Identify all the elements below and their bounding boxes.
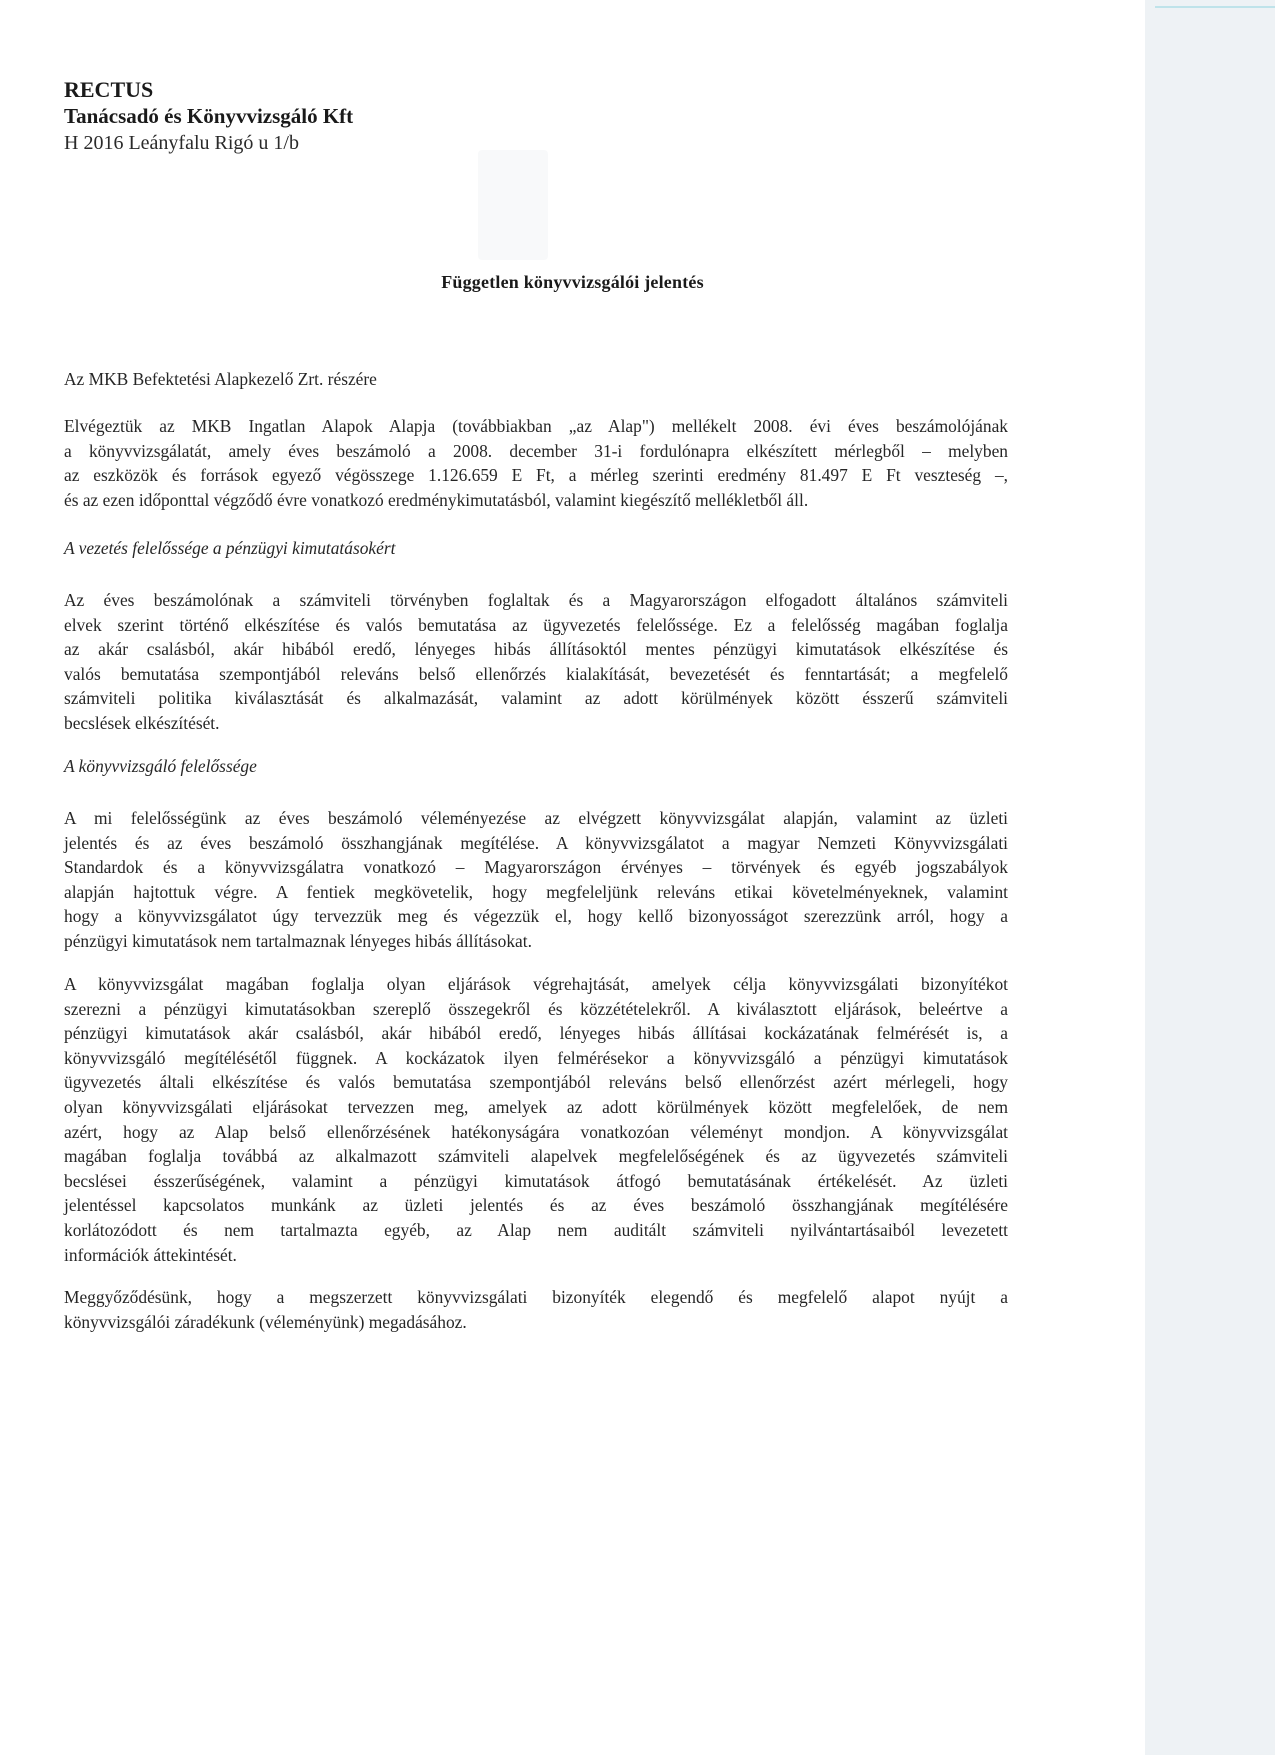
paragraph-line: Standardok és a könyvvizsgálatra vonatkozó – Magyarországon érvényes – törvények és egyéb jogszabályok	[64, 857, 1008, 878]
intro-line: az eszközök és források egyező végösszege 1.126.659 E Ft, a mérleg szerinti eredmény 81.497 E Ft veszteség –,	[64, 465, 1008, 486]
company-name: RECTUS	[64, 77, 154, 102]
paragraph-line: könyvvizsgáló megítélésétől függnek. A kockázatok ilyen felmérésekor a könyvvizsgáló a pénzügyi kimutatások	[64, 1047, 1008, 1068]
auditor-paragraph-2	[64, 972, 1008, 1267]
paragraph-line: Az éves beszámolónak a számviteli törvényben foglaltak és a Magyarországon elfogadott általános számviteli	[64, 590, 1008, 610]
paragraph-line: jelentés és az éves beszámoló összhangjának megítélése. A könyvvizsgálatot a magyar Nemzeti Könyvvizsgálati	[64, 832, 1008, 853]
paragraph-line: pénzügyi kimutatások akár csalásból, akár hibából eredő, lényeges hibás állításai kockázatának felmérését is, a	[64, 1023, 1008, 1044]
document-title: Független könyvvizsgálói jelentés	[441, 272, 704, 292]
addressee	[64, 367, 1008, 392]
paragraph-line: A könyvvizsgálat magában foglalja olyan eljárások végrehajtását, amelyek célja könyvvizsgálati bizonyítékot	[64, 974, 1008, 994]
paragraph-line: könyvvizsgálói záradékunk (véleményünk) megadásához.	[64, 1311, 467, 1332]
intro-line: a könyvvizsgálatát, amely éves beszámoló a 2008. december 31-i fordulónapra elkészített mérlegből – melyben	[64, 440, 1008, 461]
paragraph-line: információk áttekintését.	[64, 1244, 237, 1265]
paragraph-line: hogy a könyvvizsgálatot úgy tervezzük meg és végezzük el, hogy kellő bizonyosságot szerezzünk arról, hogy a	[64, 906, 1008, 927]
paragraph-line: ügyvezetés általi elkészítése és valós bemutatása szempontjából releváns belső ellenőrzést azért mérlegeli, hogy	[64, 1072, 1008, 1093]
company-subtitle: Tanácsadó és Könyvvizsgáló Kft	[64, 104, 354, 128]
paragraph-line: pénzügyi kimutatások nem tartalmaznak lényeges hibás állításokat.	[64, 930, 532, 951]
auditor-paragraph-3	[64, 1285, 1008, 1334]
paragraph-line: alapján hajtottuk végre. A fentiek megkövetelik, hogy megfeleljünk releváns etikai követelményeknek, valamint	[64, 881, 1008, 902]
auditor-paragraph-1	[64, 806, 1008, 954]
faint-watermark	[478, 150, 548, 260]
paragraph-line: becslések elkészítését.	[64, 712, 220, 733]
intro-line: Elvégeztük az MKB Ingatlan Alapok Alapja (továbbiakban „az Alap") mellékelt 2008. évi éves beszámolójának	[64, 416, 1008, 436]
paragraph-line: olyan könyvvizsgálati eljárásokat tervezzen meg, amelyek az adott körülmények között megfelelőek, de nem	[64, 1096, 1008, 1117]
paragraph-line: elvek szerint történő elkészítése és valós bemutatása az ügyvezetés felelőssége. Ez a felelősség magában foglalja	[64, 614, 1008, 635]
paragraph-line: számviteli politika kiválasztását és alkalmazását, valamint az adott körülmények között ésszerű számviteli	[64, 688, 1008, 709]
scan-margin	[1145, 0, 1275, 1755]
section-heading-auditor: A könyvvizsgáló felelőssége	[64, 756, 257, 776]
intro-line: és az ezen időponttal végződő évre vonatkozó eredménykimutatásból, valamint kiegészítő mellékletből áll.	[64, 489, 809, 510]
paragraph-line: valós bemutatása szempontjából releváns belső ellenőrzés kialakítását, bevezetését és fenntartását; a megfelelő	[64, 663, 1008, 684]
intro-paragraph	[64, 414, 1008, 512]
paragraph-line: jelentéssel kapcsolatos munkánk az üzleti jelentés és az éves beszámoló összhangjának megítélésére	[64, 1195, 1008, 1216]
section-heading-management: A vezetés felelőssége a pénzügyi kimutatásokért	[64, 538, 396, 558]
scan-edge-line	[1155, 6, 1275, 8]
paragraph-line: az akár csalásból, akár hibából eredő, lényeges hibás állításoktól mentes pénzügyi kimutatások elkészítése és	[64, 639, 1008, 660]
paragraph-line: korlátozódott és nem tartalmazta egyéb, az Alap nem auditált számviteli nyilvántartásaiból levezetett	[64, 1219, 1008, 1240]
paragraph-line: becslései ésszerűségének, valamint a pénzügyi kimutatások átfogó bemutatásának értékelését. Az üzleti	[64, 1170, 1008, 1191]
paragraph-line: szerezni a pénzügyi kimutatásokban szereplő összegekről és közzétételekről. A kiválasztott eljárások, beleértve a	[64, 998, 1008, 1019]
paragraph-line: magában foglalja továbbá az alkalmazott számviteli alapelvek megfelelőségének és az ügyvezetés számviteli	[64, 1146, 1008, 1167]
paragraph-line: azért, hogy az Alap belső ellenőrzésének hatékonyságára vonatkozóan véleményt mondjon. A könyvvizsgálat	[64, 1121, 1008, 1142]
company-address: H 2016 Leányfalu Rigó u 1/b	[64, 132, 299, 154]
paragraph-line: A mi felelősségünk az éves beszámoló véleményezése az elvégzett könyvvizsgálat alapján, valamint az üzleti	[64, 808, 1008, 828]
paragraph-line: Meggyőződésünk, hogy a megszerzett könyvvizsgálati bizonyíték elegendő és megfelelő alapot nyújt a	[64, 1287, 1008, 1307]
management-paragraph	[64, 588, 1008, 736]
letterhead	[64, 76, 353, 157]
addressee-line: Az MKB Befektetési Alapkezelő Zrt. részére	[64, 369, 377, 389]
